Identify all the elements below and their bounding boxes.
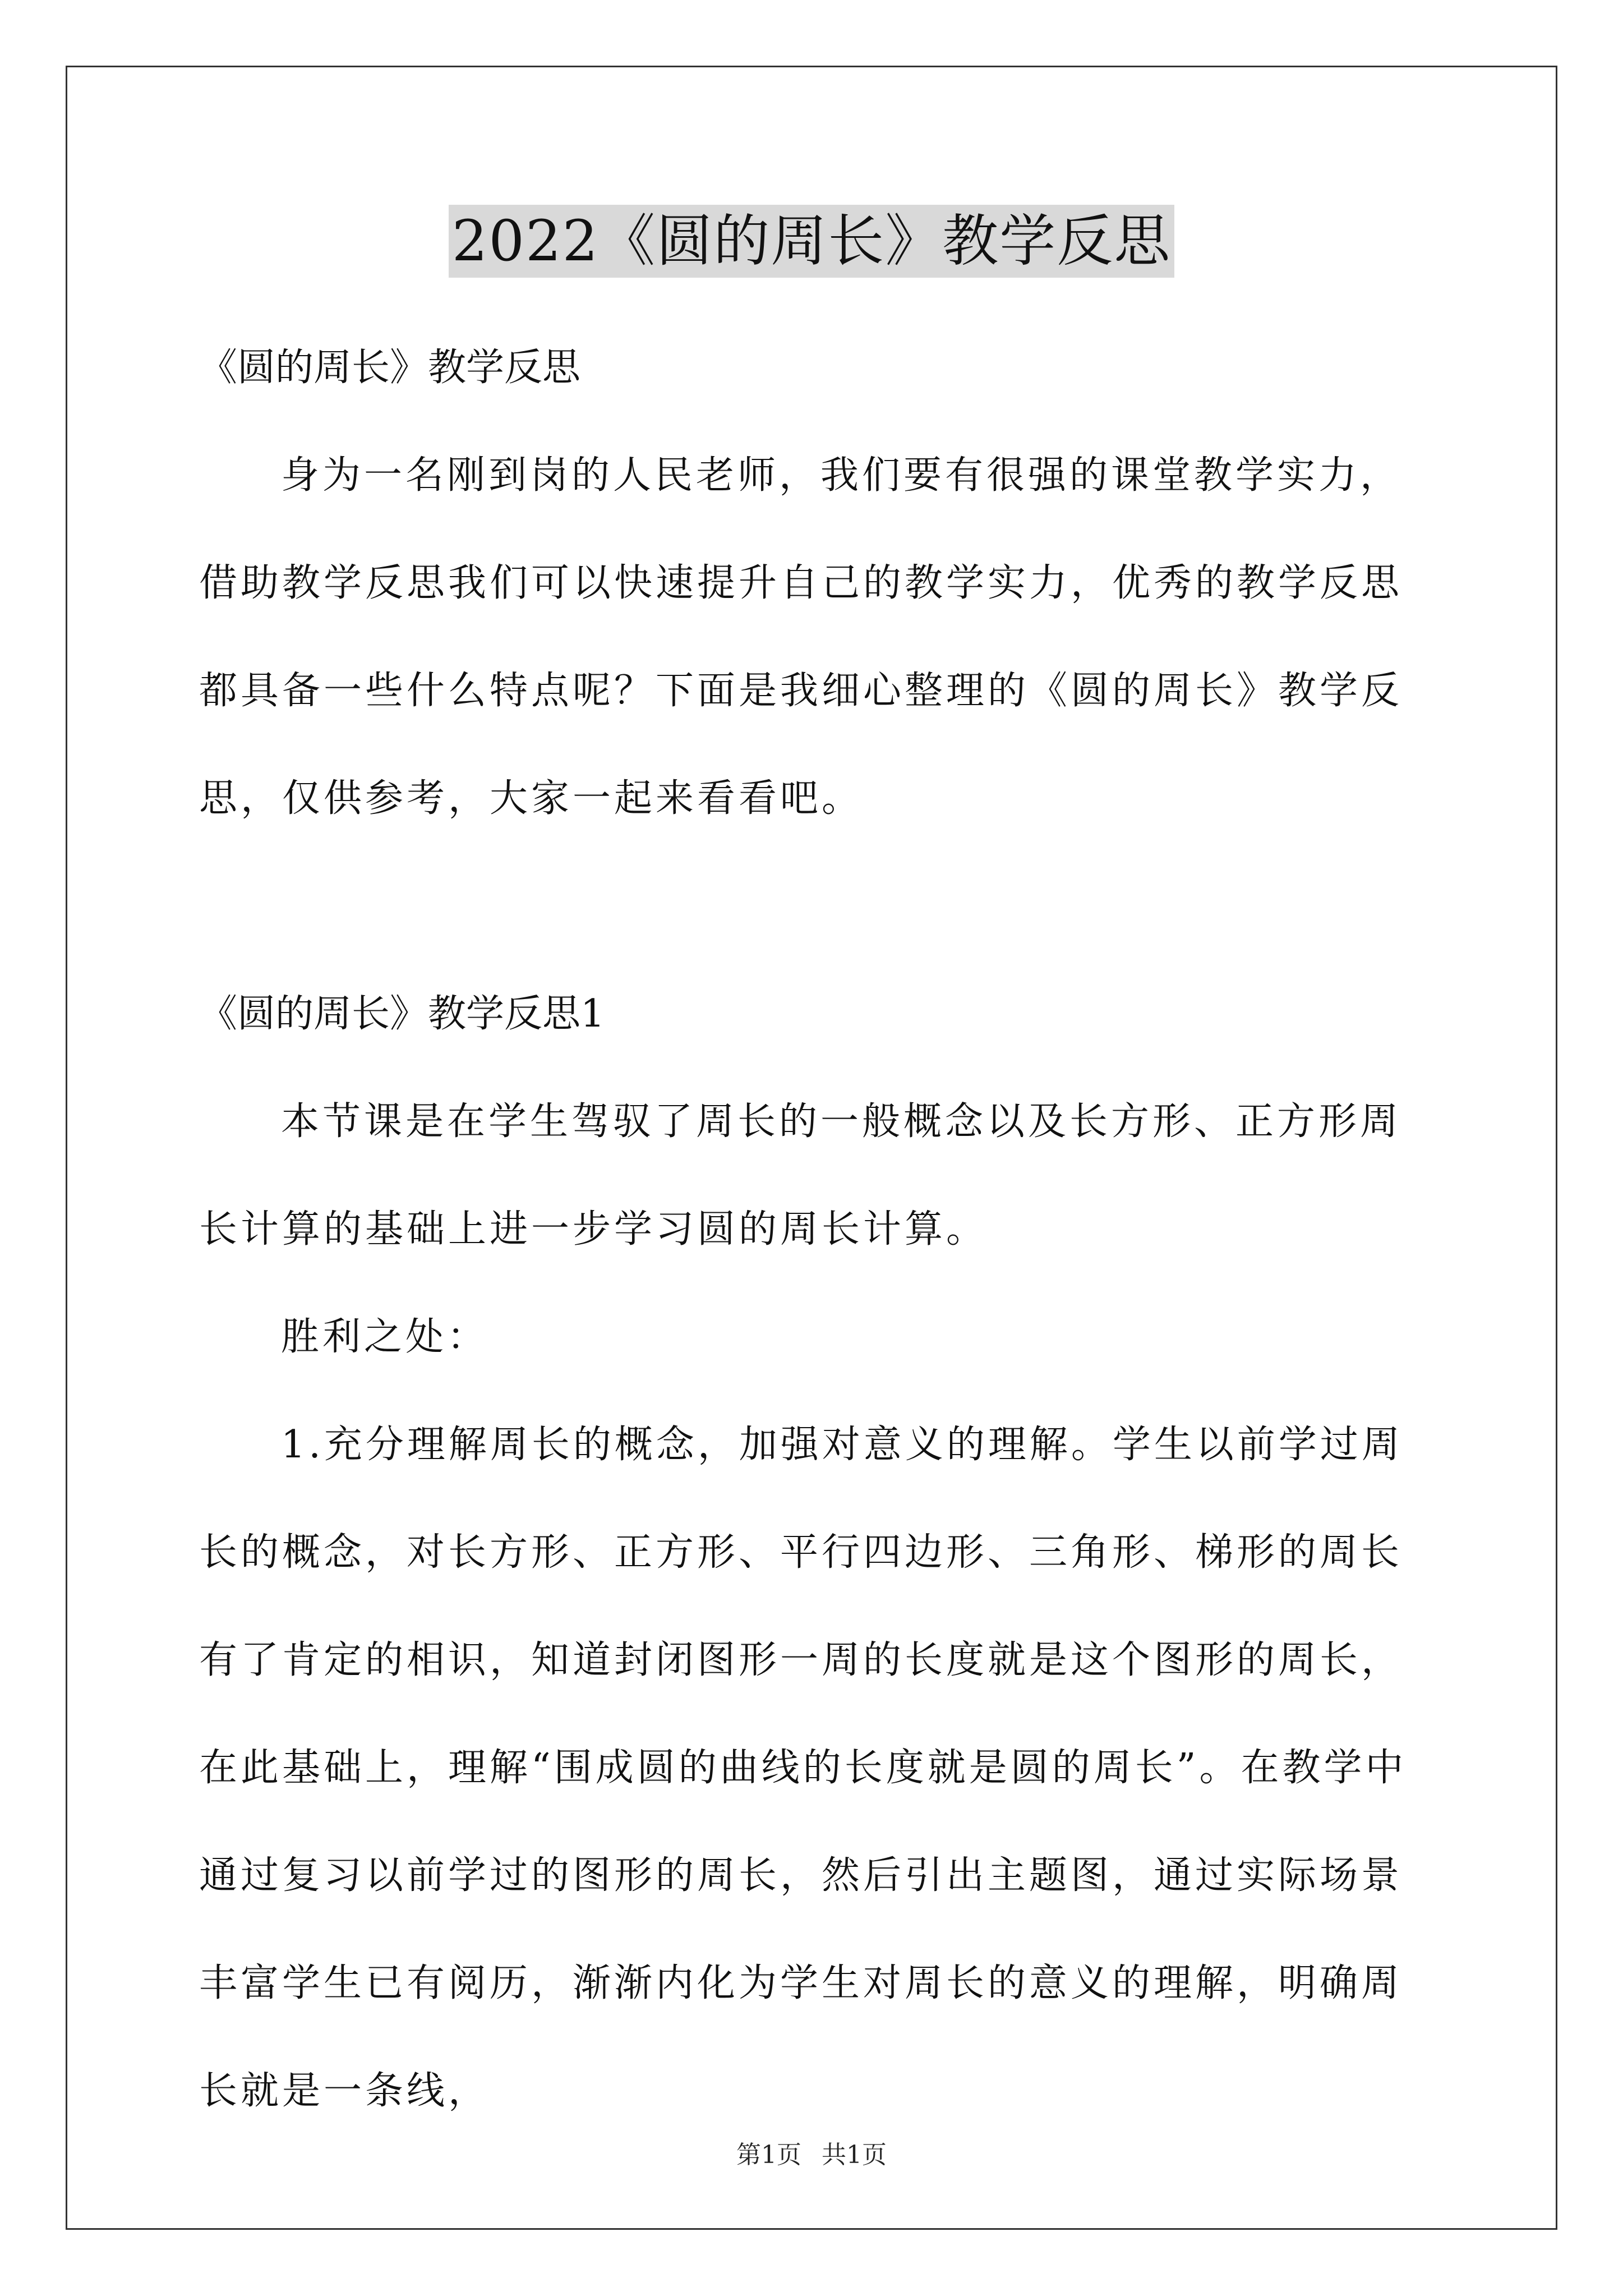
page-footer bbox=[0, 2134, 1623, 2170]
document-title: 2022《圆的周长》教学反思 bbox=[449, 205, 1175, 278]
page-number-current: 第1页 bbox=[736, 2141, 801, 2169]
intro-paragraph: 身为一名刚到岗的人民老师，我们要有很强的课堂教学实力，借助教学反思我们可以快速提升自己的教学实力，优秀的教学反思都具备一些什么特点呢？下面是我细心整理的《圆的周长》教学反思，仅供参考，大家一起来看看吧。 bbox=[199, 453, 1403, 821]
section1-paragraph-2: 胜利之处： bbox=[281, 1315, 489, 1359]
document-body bbox=[199, 314, 1433, 2145]
intro-heading: 《圆的周长》教学反思 bbox=[199, 346, 581, 390]
section1-paragraph-3: 1.充分理解周长的概念，加强对意义的理解。学生以前学过周长的概念，对长方形、正方形、平行四边形、三角形、梯形的周长有了肯定的相识，知道封闭图形一周的长度就是这个图形的周长，在此基础上，理解“围成圆的曲线的长度就是圆的周长”。在教学中通过复习以前学过的图形的周长，然后引出主题图，通过实际场景丰富学生已有阅历，渐渐内化为学生对周长的意义的理解，明确周长就是一条线， bbox=[199, 1423, 1407, 2113]
page-number-total: 共1页 bbox=[822, 2141, 887, 2169]
section1-paragraph-1: 本节课是在学生驾驭了周长的一般概念以及长方形、正方形周长计算的基础上进一步学习圆的周长计算。 bbox=[199, 1099, 1402, 1251]
section1-heading: 《圆的周长》教学反思1 bbox=[199, 992, 605, 1036]
title-container bbox=[0, 205, 1623, 278]
section-spacer bbox=[199, 853, 1433, 960]
